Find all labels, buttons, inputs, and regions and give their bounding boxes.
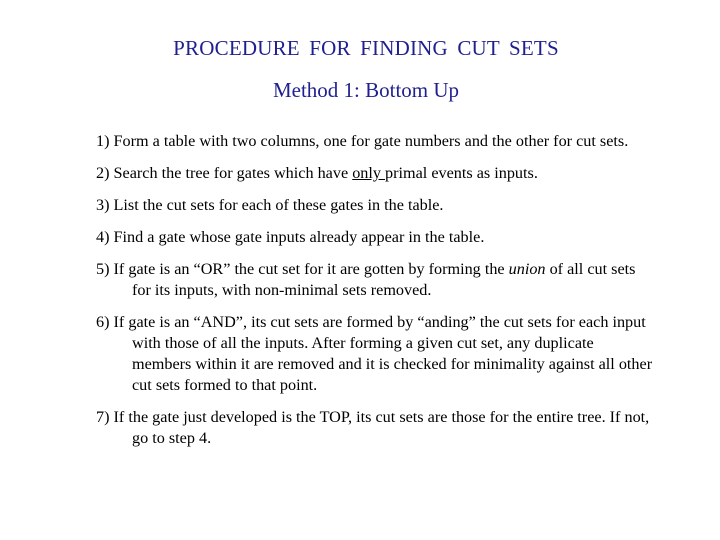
step-3	[96, 195, 656, 216]
step-4-text: 4) Find a gate whose gate inputs already appear in the table.	[96, 228, 485, 246]
step-4	[96, 227, 656, 248]
step-6	[96, 312, 656, 396]
procedure-steps-list	[96, 131, 656, 460]
step-1-text: 1) Form a table with two columns, one for gate numbers and the other for cut sets.	[96, 132, 629, 150]
step-2	[96, 163, 656, 184]
step-2-text-end: primal events as inputs.	[385, 164, 538, 182]
step-5-text-start: 5) If gate is an “OR” the cut set for it are gotten by forming the	[96, 260, 509, 278]
step-2-underlined-word: only	[352, 164, 386, 182]
slide-subtitle: Method 1: Bottom Up	[272, 78, 460, 102]
step-2-text-start: 2) Search the tree for gates which have	[96, 164, 353, 182]
step-1	[96, 131, 656, 152]
step-5-italic-word: union	[508, 260, 546, 278]
step-3-text: 3) List the cut sets for each of these gates in the table.	[96, 196, 444, 214]
step-7	[96, 407, 656, 449]
step-5	[96, 259, 656, 301]
step-7-text: 7) If the gate just developed is the TOP, its cut sets are those for the entire tree. If not, go to step 4.	[96, 408, 650, 447]
slide-title: PROCEDURE FOR FINDING CUT SETS	[173, 36, 559, 60]
step-6-text: 6) If gate is an “AND”, its cut sets are formed by “anding” the cut sets for each input with those of all the inputs. After forming a given cut set, any duplicate members within it are removed and it is checked for minimality against all other cut sets formed to that point.	[96, 313, 653, 394]
step-5-text-end: of all cut sets for its inputs, with non-minimal sets removed.	[132, 260, 636, 299]
